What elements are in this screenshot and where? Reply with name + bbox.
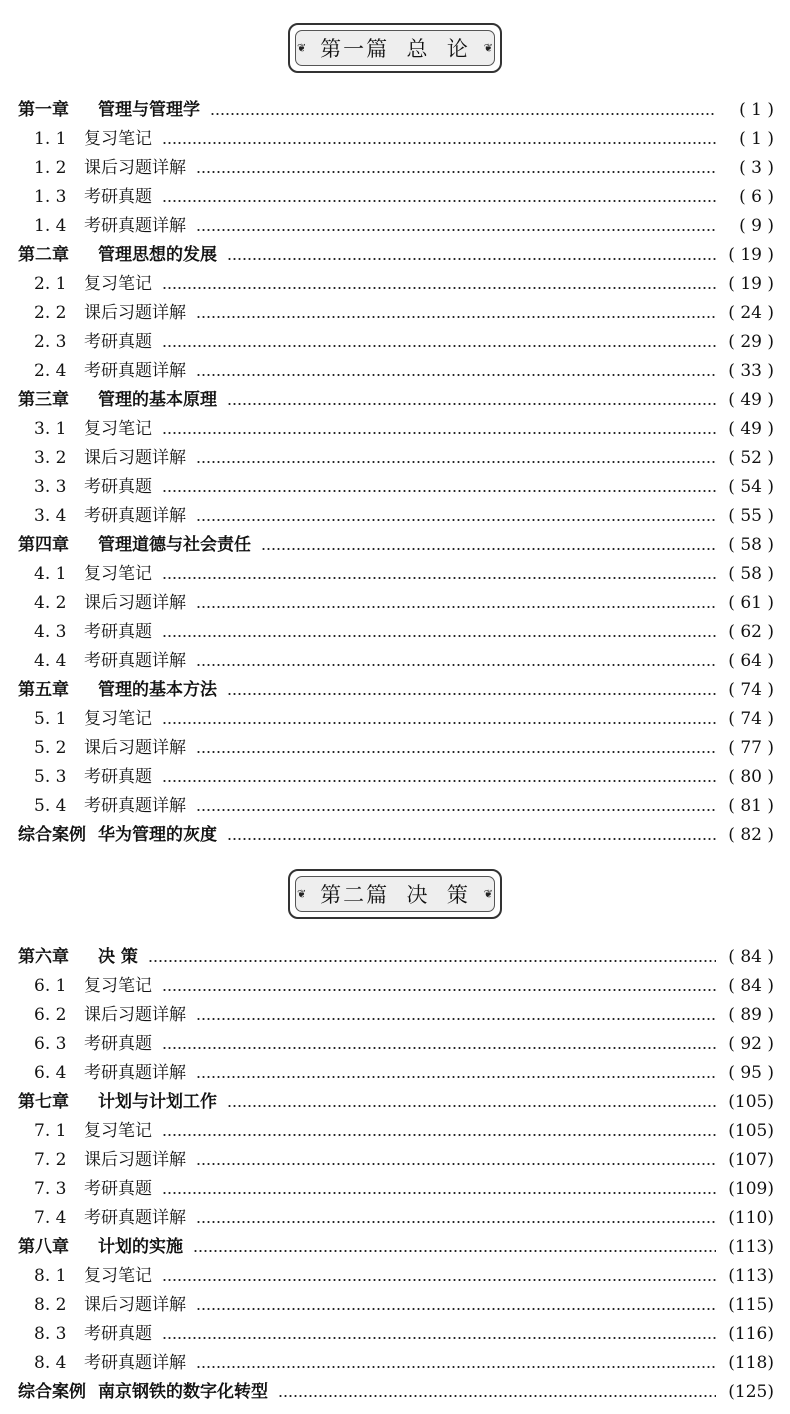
page-number: ( 6 ) xyxy=(739,187,774,207)
entry-title: 考研真题 xyxy=(84,622,152,642)
entry-number: 2. 3 xyxy=(34,332,67,352)
dot-leader xyxy=(162,780,716,782)
page-number: ( 62 ) xyxy=(728,622,774,642)
page-number: ( 49 ) xyxy=(728,419,774,439)
toc-section-row[interactable] xyxy=(0,212,790,241)
toc-list xyxy=(0,943,790,1407)
toc-chapter-row[interactable] xyxy=(0,1378,790,1407)
page-number: (125) xyxy=(728,1382,774,1402)
toc-section-row[interactable] xyxy=(0,183,790,212)
ornament-icon: ❦ xyxy=(483,887,493,901)
page-number: ( 3 ) xyxy=(739,158,774,178)
entry-title: 计划的实施 xyxy=(98,1237,183,1257)
page-number: ( 95 ) xyxy=(728,1063,774,1083)
toc-section-row[interactable] xyxy=(0,1262,790,1291)
entry-title: 复习笔记 xyxy=(84,976,152,996)
page-number: ( 80 ) xyxy=(728,767,774,787)
page-number: (118) xyxy=(728,1353,774,1373)
entry-title: 考研真题 xyxy=(84,332,152,352)
entry-title: 课后习题详解 xyxy=(84,1005,186,1025)
entry-number: 1. 4 xyxy=(34,216,67,236)
entry-number: 6. 4 xyxy=(34,1063,67,1083)
entry-title: 复习笔记 xyxy=(84,1121,152,1141)
page-number: (115) xyxy=(728,1295,774,1315)
page-number: ( 9 ) xyxy=(739,216,774,236)
dot-leader xyxy=(162,200,716,202)
ornament-icon: ❦ xyxy=(297,41,307,55)
entry-number: 第三章 xyxy=(18,390,69,410)
toc-section-row[interactable] xyxy=(0,1059,790,1088)
entry-title: 课后习题详解 xyxy=(84,1295,186,1315)
page-number: (105) xyxy=(728,1092,774,1112)
entry-title: 课后习题详解 xyxy=(84,158,186,178)
toc-section-row[interactable] xyxy=(0,972,790,1001)
toc-chapter-row[interactable] xyxy=(0,1088,790,1117)
entry-number: 3. 2 xyxy=(34,448,67,468)
dot-leader xyxy=(227,838,716,840)
toc-section-row[interactable] xyxy=(0,792,790,821)
entry-title: 复习笔记 xyxy=(84,419,152,439)
entry-number: 第六章 xyxy=(18,947,69,967)
page-number: (109) xyxy=(728,1179,774,1199)
toc-section-row[interactable] xyxy=(0,618,790,647)
entry-number: 第七章 xyxy=(18,1092,69,1112)
page-number: ( 52 ) xyxy=(728,448,774,468)
dot-leader xyxy=(162,1047,716,1049)
entry-number: 1. 2 xyxy=(34,158,67,178)
toc-section-row[interactable] xyxy=(0,734,790,763)
toc-section-row[interactable] xyxy=(0,444,790,473)
dot-leader xyxy=(196,1163,716,1165)
toc-section-row[interactable] xyxy=(0,705,790,734)
page-number: ( 74 ) xyxy=(728,680,774,700)
entry-number: 7. 2 xyxy=(34,1150,67,1170)
page-number: ( 92 ) xyxy=(728,1034,774,1054)
dot-leader xyxy=(196,519,716,521)
page-number: ( 58 ) xyxy=(728,535,774,555)
entry-title: 考研真题 xyxy=(84,187,152,207)
toc-section-row[interactable] xyxy=(0,1001,790,1030)
page-number: (110) xyxy=(728,1208,774,1228)
toc-section-row[interactable] xyxy=(0,763,790,792)
dot-leader xyxy=(261,548,716,550)
entry-title: 课后习题详解 xyxy=(84,303,186,323)
entry-title: 管理的基本方法 xyxy=(98,680,217,700)
toc-list xyxy=(0,96,790,850)
toc-section-row[interactable] xyxy=(0,154,790,183)
dot-leader xyxy=(162,577,716,579)
entry-number: 4. 1 xyxy=(34,564,67,584)
page-number: ( 74 ) xyxy=(728,709,774,729)
entry-number: 7. 3 xyxy=(34,1179,67,1199)
toc-chapter-row[interactable] xyxy=(0,943,790,972)
page-number: ( 1 ) xyxy=(739,100,774,120)
page-number: ( 1 ) xyxy=(739,129,774,149)
entry-number: 2. 4 xyxy=(34,361,67,381)
entry-title: 课后习题详解 xyxy=(84,448,186,468)
toc-chapter-row[interactable] xyxy=(0,821,790,850)
toc-section-row[interactable] xyxy=(0,1030,790,1059)
toc-chapter-row[interactable] xyxy=(0,241,790,270)
dot-leader xyxy=(196,606,716,608)
entry-title: 考研真题详解 xyxy=(84,216,186,236)
entry-title: 计划与计划工作 xyxy=(98,1092,217,1112)
entry-number: 8. 3 xyxy=(34,1324,67,1344)
entry-title: 南京钢铁的数字化转型 xyxy=(98,1382,268,1402)
page-number: ( 55 ) xyxy=(728,506,774,526)
toc-section-row[interactable] xyxy=(0,589,790,618)
dot-leader xyxy=(196,751,716,753)
entry-number: 第五章 xyxy=(18,680,69,700)
page-number: ( 54 ) xyxy=(728,477,774,497)
entry-number: 8. 2 xyxy=(34,1295,67,1315)
entry-number: 1. 1 xyxy=(34,129,67,149)
entry-number: 8. 1 xyxy=(34,1266,67,1286)
page-number: ( 24 ) xyxy=(728,303,774,323)
dot-leader xyxy=(196,664,716,666)
entry-title: 考研真题 xyxy=(84,477,152,497)
toc-section-row[interactable] xyxy=(0,560,790,589)
toc-section-row[interactable] xyxy=(0,328,790,357)
entry-title: 管理道德与社会责任 xyxy=(98,535,251,555)
dot-leader xyxy=(227,403,716,405)
page-number: ( 77 ) xyxy=(728,738,774,758)
entry-title: 复习笔记 xyxy=(84,129,152,149)
dot-leader xyxy=(196,374,716,376)
dot-leader xyxy=(162,722,716,724)
dot-leader xyxy=(148,960,716,962)
page-number: (113) xyxy=(728,1266,774,1286)
entry-number: 第二章 xyxy=(18,245,69,265)
toc-section-row[interactable] xyxy=(0,1349,790,1378)
toc-section-row[interactable] xyxy=(0,1291,790,1320)
entry-number: 3. 1 xyxy=(34,419,67,439)
dot-leader xyxy=(196,1018,716,1020)
dot-leader xyxy=(227,258,716,260)
toc-section-row[interactable] xyxy=(0,1117,790,1146)
page-number: ( 19 ) xyxy=(728,274,774,294)
dot-leader xyxy=(162,345,716,347)
page-number: ( 58 ) xyxy=(728,564,774,584)
dot-leader xyxy=(162,287,716,289)
page-number: ( 49 ) xyxy=(728,390,774,410)
entry-number: 2. 1 xyxy=(34,274,67,294)
ornament-icon: ❦ xyxy=(483,41,493,55)
entry-title: 复习笔记 xyxy=(84,274,152,294)
dot-leader xyxy=(162,490,716,492)
entry-title: 考研真题 xyxy=(84,1324,152,1344)
entry-number: 第四章 xyxy=(18,535,69,555)
toc-section-row[interactable] xyxy=(0,357,790,386)
entry-title: 复习笔记 xyxy=(84,1266,152,1286)
entry-title: 考研真题详解 xyxy=(84,361,186,381)
entry-title: 管理的基本原理 xyxy=(98,390,217,410)
dot-leader xyxy=(196,809,716,811)
entry-title: 考研真题 xyxy=(84,767,152,787)
page-number: ( 84 ) xyxy=(728,976,774,996)
entry-number: 4. 2 xyxy=(34,593,67,613)
toc-section-row[interactable] xyxy=(0,1146,790,1175)
toc-section-row[interactable] xyxy=(0,473,790,502)
dot-leader xyxy=(227,693,716,695)
entry-title: 课后习题详解 xyxy=(84,738,186,758)
dot-leader xyxy=(196,1366,716,1368)
entry-title: 考研真题详解 xyxy=(84,1353,186,1373)
toc-section-row[interactable] xyxy=(0,299,790,328)
toc-section-row[interactable] xyxy=(0,1204,790,1233)
page-number: (107) xyxy=(728,1150,774,1170)
toc-chapter-row[interactable] xyxy=(0,676,790,705)
page-number: ( 84 ) xyxy=(728,947,774,967)
part-title: 第二篇 决 策 xyxy=(320,883,470,907)
toc-section-row[interactable] xyxy=(0,125,790,154)
dot-leader xyxy=(196,461,716,463)
entry-title: 决 策 xyxy=(98,947,138,967)
page-number: ( 81 ) xyxy=(728,796,774,816)
entry-number: 5. 3 xyxy=(34,767,67,787)
part-banner xyxy=(288,23,502,73)
dot-leader xyxy=(162,635,716,637)
entry-number: 3. 3 xyxy=(34,477,67,497)
dot-leader xyxy=(196,1076,716,1078)
toc-section-row[interactable] xyxy=(0,647,790,676)
entry-title: 考研真题详解 xyxy=(84,506,186,526)
entry-number: 3. 4 xyxy=(34,506,67,526)
dot-leader xyxy=(196,229,716,231)
toc-chapter-row[interactable] xyxy=(0,1233,790,1262)
entry-number: 6. 2 xyxy=(34,1005,67,1025)
toc-chapter-row[interactable] xyxy=(0,96,790,125)
page-number: (113) xyxy=(728,1237,774,1257)
entry-title: 考研真题详解 xyxy=(84,1063,186,1083)
page-number: ( 89 ) xyxy=(728,1005,774,1025)
page-number: ( 33 ) xyxy=(728,361,774,381)
toc-section-row[interactable] xyxy=(0,502,790,531)
entry-title: 课后习题详解 xyxy=(84,1150,186,1170)
entry-number: 5. 1 xyxy=(34,709,67,729)
dot-leader xyxy=(162,1337,716,1339)
dot-leader xyxy=(162,432,716,434)
entry-number: 4. 3 xyxy=(34,622,67,642)
entry-number: 2. 2 xyxy=(34,303,67,323)
dot-leader xyxy=(162,1134,716,1136)
entry-number: 综合案例 xyxy=(18,1382,86,1402)
part-banner xyxy=(288,869,502,919)
page-number: ( 29 ) xyxy=(728,332,774,352)
toc-chapter-row[interactable] xyxy=(0,386,790,415)
entry-title: 考研真题详解 xyxy=(84,651,186,671)
entry-number: 6. 3 xyxy=(34,1034,67,1054)
dot-leader xyxy=(193,1250,716,1252)
dot-leader xyxy=(196,316,716,318)
entry-title: 考研真题详解 xyxy=(84,796,186,816)
toc-section-row[interactable] xyxy=(0,415,790,444)
dot-leader xyxy=(227,1105,716,1107)
entry-title: 课后习题详解 xyxy=(84,593,186,613)
entry-title: 复习笔记 xyxy=(84,709,152,729)
entry-number: 第八章 xyxy=(18,1237,69,1257)
toc-section-row[interactable] xyxy=(0,270,790,299)
entry-number: 5. 2 xyxy=(34,738,67,758)
entry-number: 7. 1 xyxy=(34,1121,67,1141)
entry-number: 4. 4 xyxy=(34,651,67,671)
page-number: ( 61 ) xyxy=(728,593,774,613)
page-number: ( 19 ) xyxy=(728,245,774,265)
entry-number: 8. 4 xyxy=(34,1353,67,1373)
entry-title: 考研真题 xyxy=(84,1179,152,1199)
ornament-icon: ❦ xyxy=(297,887,307,901)
toc-section-row[interactable] xyxy=(0,1320,790,1349)
page-number: ( 82 ) xyxy=(728,825,774,845)
dot-leader xyxy=(196,1221,716,1223)
dot-leader xyxy=(210,113,716,115)
dot-leader xyxy=(278,1395,716,1397)
entry-title: 考研真题 xyxy=(84,1034,152,1054)
dot-leader xyxy=(162,142,716,144)
entry-number: 1. 3 xyxy=(34,187,67,207)
dot-leader xyxy=(162,1279,716,1281)
entry-number: 7. 4 xyxy=(34,1208,67,1228)
entry-title: 管理思想的发展 xyxy=(98,245,217,265)
toc-chapter-row[interactable] xyxy=(0,531,790,560)
entry-number: 综合案例 xyxy=(18,825,86,845)
dot-leader xyxy=(162,989,716,991)
entry-number: 6. 1 xyxy=(34,976,67,996)
toc-section-row[interactable] xyxy=(0,1175,790,1204)
page-number: (105) xyxy=(728,1121,774,1141)
entry-number: 第一章 xyxy=(18,100,69,120)
entry-number: 5. 4 xyxy=(34,796,67,816)
dot-leader xyxy=(162,1192,716,1194)
dot-leader xyxy=(196,171,716,173)
entry-title: 考研真题详解 xyxy=(84,1208,186,1228)
entry-title: 华为管理的灰度 xyxy=(98,825,217,845)
entry-title: 管理与管理学 xyxy=(98,100,200,120)
part-title: 第一篇 总 论 xyxy=(320,37,470,61)
dot-leader xyxy=(196,1308,716,1310)
page-number: ( 64 ) xyxy=(728,651,774,671)
entry-title: 复习笔记 xyxy=(84,564,152,584)
page-number: (116) xyxy=(728,1324,774,1344)
